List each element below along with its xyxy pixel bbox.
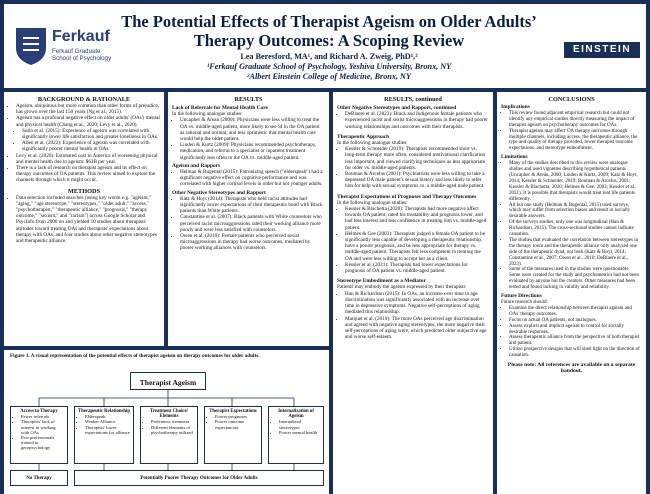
box-title: Treatment Choice/ Elements [149,409,189,420]
list-item: • This review found adjacent empirical research but could not identify any empirical studies directly measuring the impact of therapist ageism on psychotherapy outcomes for OAs. [509,111,642,129]
list-item: • There is a lack of research on therapist ageism and its effect on therapy outcomes of OA patients. This review aimed to explore the channels through which it might occur. [16,165,160,184]
figure-caption: Figure 1. A visual representation of the potential effects of therapist ageism on therapy outcomes for older adults. [10,353,260,359]
list-item: • Poorer prognoses [215,414,259,419]
list-item: • Some of the measures used in the studies were questionable. Some were created for the study and psychometrics had not been evaluated by anyone but the creators. Other measures had been tested and found lacking in validity and reliability. [509,267,642,291]
results-list-1 [172,117,325,160]
figure-box-access [10,406,68,464]
ferkauf-logo-subtitle: Ferkauf Graduate School of Psychology [52,48,112,62]
list-item: • Few professionals trained in geropsychology [21,435,65,451]
intro-text: In the following analogue studies: [337,199,408,206]
list-item: • Helmes & Gee (2003): Therapists judged a female OA patient to be significantly less capable of developing a therapeutic relationship, have a poorer prognosis, and be less appropriate for therapy vs. middle-aged patient. Therapists felt less competent in treating the OA and were less willing to accept her as a client. [345,231,489,262]
list-item: • Ageism has a profound negative effect on older adults' (OAs') mental and physical health (Chang et al., 2020; Levy et al., 2020). [16,115,160,127]
results-cont-list-4 [337,291,489,341]
list-item: • Of the surveys studies, only one was longitudinal (Han & Richardson, 2015). The cross-sectional studies cannot indicate causation. [509,220,642,238]
intro-text: In the following analogue studies: [172,111,243,118]
list-item: • Bouman & Arcelus (2001): Psychiatrists were less willing to take a depressed OA male patient's sexual history and less likely to refer him for help with sexual symptoms vs. a middle-aged male patient. [345,171,489,190]
list-item: • Assess therapeutic alliance from the perspective of both therapist and patient. [509,335,642,347]
list-item: • Marquet et al. (2019): The more OAs perceived age discrimination and agreed with negative aging stereotypes, the more negative their self-perceptions of aging were, which predicted older subjective age and worse self-esteem. [345,316,489,341]
limitations-list [501,161,642,291]
list-item: • Elderspeak [85,414,131,419]
intro-text: Future research should: [501,300,548,305]
ferkauf-logo-name: Ferkauf [52,28,110,45]
figure-box-relationship [74,406,134,464]
list-item: • Internalized stereotypes [279,419,321,429]
no-therapy-box: No Therapy [10,470,68,486]
list-item: • Levy et al. (2020): Estimated cost in America of worsening physical and mental health due to ageism: $63B per year. [16,153,160,165]
results-list-2 [172,169,325,188]
poster-title: The Potential Effects of Therapist Ageism on Older Adults’ Therapy Outcomes: A Scoping Review [121,12,537,50]
list-item: • Poorer outcome expectancies [215,419,259,429]
affiliation-1: ¹Ferkauf Graduate School of Psychology, Yeshiva University, Bronx, NY [206,62,452,71]
box-title: Internalization of Ageism [278,409,314,420]
list-item: • Assess explicit and implicit ageism to control for socially desirable responses. [509,324,642,336]
affiliation-2: ²Albert Einstein College of Medicine, Bronx, NY [247,72,411,81]
list-item: • Linden & Kurtz (2009): Physicians recommended psychotherapy, medication, and referral to a specialist or inpatient treatment significantly less often to the OA vs. middle-aged patient. [180,142,325,161]
ferkauf-logo [14,26,112,74]
methods-list [8,195,160,245]
figure-panel [4,350,329,494]
figure-box-internalization [268,406,324,464]
list-item: • Kessler & Blachetta (2020): Therapists had more negative affect towards OA patient, rated his treatability and prognosis lower, and had less interest and less confidence in treating him vs. middle-aged patient. [345,206,489,231]
poorer-outcomes-box: Potentially Poorer Therapy Outcomes for Older Adults [74,470,324,486]
author-line: Lea Beresford, MA¹, and Richard A. Zweig, PhD¹,² [240,52,418,61]
list-item: • Utilize prospective designs that will shed light on the direction of causation. [509,347,642,359]
list-item: • Focus on actual OA patients, not analogues. [509,318,642,324]
list-item: • Han & Richardson (2015): In OAs, an increase over time in age discrimination was significantly associated with an increase over time in depressive symptoms. Negative self-perceptions of aging mediated this relationship. [345,291,489,316]
implications-list [501,111,642,152]
results-heading: RESULTS [234,96,263,103]
list-item: • The studies that evaluated the correlation between stereotypes in the therapy room and the therapeutic alliance only analyzed one side of the therapeutic dyad, not both (Katz & Hoyt, 2014; Constantine et al., 2007; Owen et al., 2010; DeBlaere et al., 2023). [509,238,642,268]
list-item: • Allen et al. (2022): Experience of ageism was correlated with significantly poorer mental health in OAs. [22,140,160,152]
methods-heading: METHODS [67,187,101,195]
subheading: Ageism and Rapport [172,162,220,169]
list-item: • Sutin et al. (2015): Experience of ageism was correlated with significantly lower life satisfaction and greater loneliness in OAs. [22,128,160,140]
einstein-logo: EINSTEIN [564,42,640,58]
list-item: • Therapist ageism may affect OA therapy outcomes through multiple channels, including access, the therapeutic alliance, the type and quality of therapy provided, lower therapist outcome expectations, and stereotype embodiment. [509,129,642,153]
results-list-3 [172,196,325,252]
subheading: Future Directions [501,293,542,300]
background-panel [4,92,164,346]
list-item: • Katz & Hoyt (2014): Therapists who held racist attitudes had significantly lower expectations of their therapeutic bond with Black patients than White patients. [180,196,325,215]
list-item: • Kessler et al. (2021): Therapists had lower expectations for prognosis of OA patient vs. middle-aged patient. [345,262,489,274]
list-item: • Different elements of psychotherapy utilized [151,425,195,435]
list-item: • Data selection included searches (using key words e.g. "ageism," "aging," "age stereotype," "stereotypes," "older adult," "access," "psychotherapist," "therapeutic alliance," "prognosis," "therapy outcome," "sexism," and "racism") across Google Scholar and PsycInfo from 2000 on and yielded 10 studies about therapists' attitudes toward treating OAs and therapists' expectations about therapy with OAs, and four studies about other negative stereotypes and therapeutic alliance. [16,195,160,245]
subheading: Stereotype Embodiment as a Mediator [337,278,426,285]
list-item: • Therapists' lack of interest in working with OAs [21,419,65,435]
shield-icon [14,26,48,66]
list-item: • Poorer mental health [279,430,321,435]
authors-block [99,52,559,82]
figure-box-expectations [204,406,262,464]
subheading: Limitations [501,154,528,161]
list-item: • Preference treatment [151,419,195,424]
results-panel [168,92,329,346]
box-title: Access to Therapy [20,409,58,414]
subheading: Therapist Expectations of Prognoses and Therapy Outcomes [337,193,477,200]
subheading: Other Negative Stereotypes and Rapport [172,189,266,196]
results-continued-heading: RESULTS, continued [384,96,442,103]
subheading: Other Negative Stereotypes and Rapport, continued [337,105,457,111]
results-cont-list-1 [337,111,489,130]
poster-header [4,4,646,88]
background-heading: BACKGROUND & RATIONALE [37,96,131,103]
future-directions-list [501,306,642,359]
list-item: • Kessler & Schneider (2019): Therapists recommended short vs. long-term therapy more often, considered motivational clarification less important, and viewed clarifying techniques as less appropriate for older vs. middle-aged patients. [345,146,489,171]
list-item: • Examine the direct relationship between therapist ageism and OAs' therapy outcomes. [509,306,642,318]
intro-text: Patients may embody the ageism expressed by their therapists [337,284,466,291]
box-title: Therapeutic Relationship [77,409,131,414]
list-item: • Constantine et al. (2007): Black patients with White counselors who perceived racist microaggressions rated their working alliance more poorly and were less satisfied with counselors. [180,214,325,233]
list-item: • DeBlaere et al. (2023): Black and Indigenous female patients who experienced racist and sexist microaggressions in therapy had poorer working relationships and outcomes with their therapists. [345,111,489,130]
list-item: • Fewer referrals [21,414,65,419]
list-item: • Many of the studies described in this review were analogue studies and used vignettes describing hypothetical patients (Uncapher & Areán, 2000; Linden & Kurtz, 2009; Katz & Hoyt, 2014; Kessler & Schneider, 2019; Bouman & Arcelus, 2001; Kessler & Blachetta, 2020; Helmes & Gee, 2003; Kessler et al., 2021). It is possible that therapists would treat real life patients differently. [509,161,642,202]
references-note: Please note: All references are available on a separate handout. [507,362,636,374]
list-item: • Uncapher & Arean (2000): Physicians were less willing to treat the OA vs. middle-aged patient, more likely to see SI in the OA patient as rational and normal, and less optimistic that mental health care would help the older patient. [180,117,325,142]
conclusions-panel [497,92,646,494]
therapist-ageism-box: Therapist Ageism [130,372,206,390]
figure-box-treatment [140,406,198,464]
conclusions-heading: CONCLUSIONS [548,96,595,103]
subheading: Implications [501,104,530,110]
list-item: • Helman & Bugental (2015): Patronizing speech ("elderspeak") had a significant negative effect on cognitive performance and was correlated with higher cortisol levels in older but not younger adults. [180,169,325,188]
list-item: • Therapists' lower expectations for alliance [85,425,131,435]
results-cont-list-2 [337,146,489,189]
list-item: • Weaker Alliance [85,419,131,424]
results-continued-panel [333,92,493,494]
subheading: Therapeutic Approach [337,133,390,140]
list-item: • Ageism, ubiquitous but more common than other forms of prejudice, has grown over the last 150 years (Ng et al., 2015). [16,103,160,115]
list-item: • All but one study (Helman & Bugental, 2015) used surveys, which may suffer from selection biases and result in socially desirable answers. [509,203,642,221]
box-title: Therapist Expectations [209,409,257,414]
list-item: • Owen et al. (2010): Female patients who perceived sexist microaggressions in therapy had worse outcomes, mediated by poorer working alliances with counselors. [180,233,325,252]
subheading: Lack of Referrals for Mental Health Care [172,105,268,111]
results-cont-list-3 [337,206,489,274]
intro-text: In the following analogue studies: [337,140,408,147]
background-list [8,103,160,184]
